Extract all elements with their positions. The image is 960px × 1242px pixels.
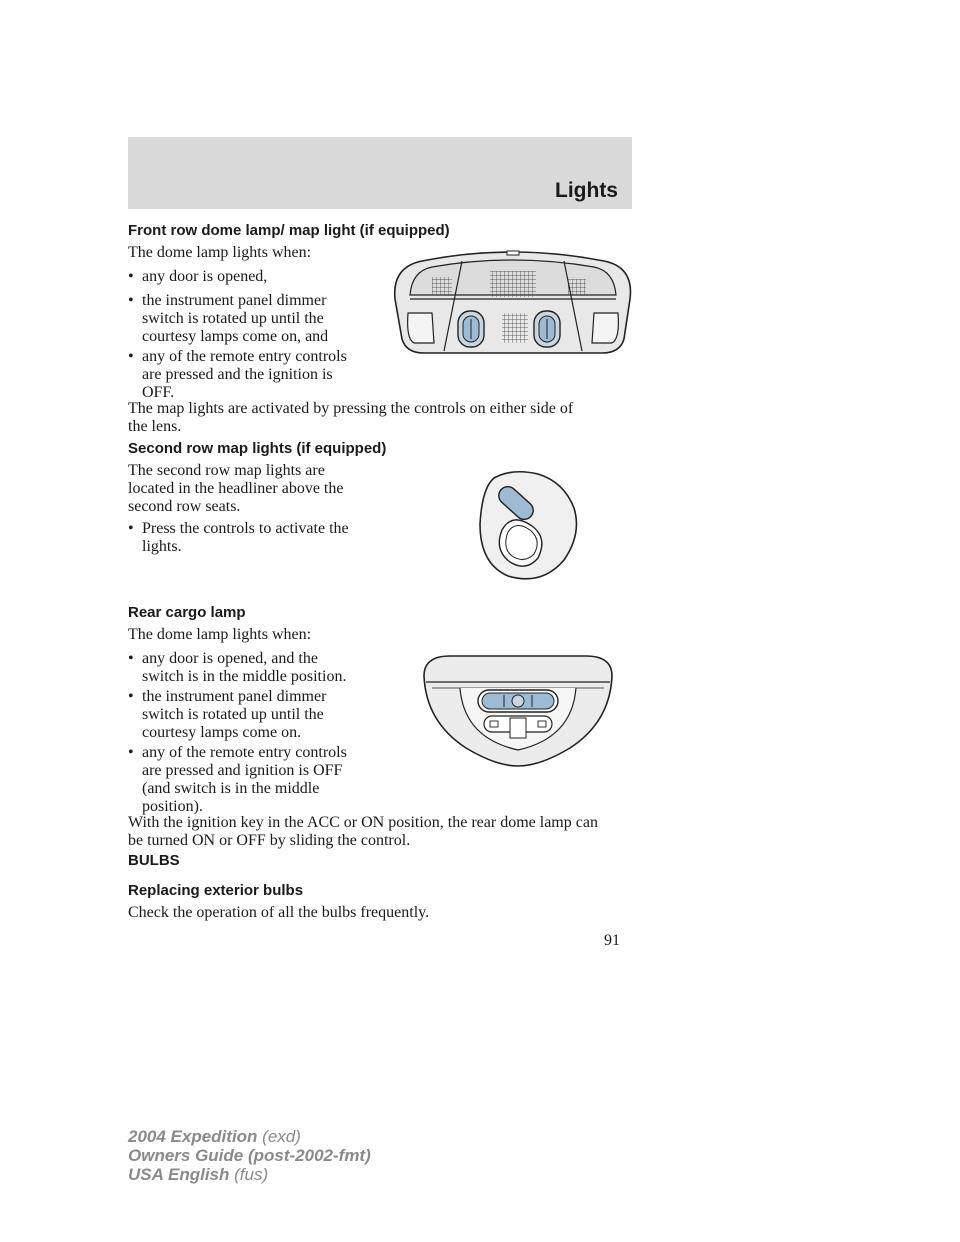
dome-after-line: the lens. <box>128 418 182 435</box>
page-number: 91 <box>604 932 620 949</box>
footer-line: USA English (fus) <box>128 1165 269 1184</box>
section-header-band <box>128 137 632 209</box>
second-row-intro-line: second row seats. <box>128 498 241 515</box>
footer-line: Owners Guide (post-2002-fmt) <box>128 1146 371 1165</box>
map-light-right-button <box>534 311 560 347</box>
second-row-intro-line: The second row map lights are <box>128 462 325 479</box>
dome-heading: Front row dome lamp/ map light (if equipped) <box>128 222 450 239</box>
footer-line: 2004 Expedition (exd) <box>128 1127 301 1146</box>
bulbs-subheading: Replacing exterior bulbs <box>128 882 304 899</box>
bulbs-heading: BULBS <box>128 852 180 869</box>
dome-intro: The dome lamp lights when: <box>128 244 312 261</box>
second-row-heading: Second row map lights (if equipped) <box>128 440 387 457</box>
cargo-heading: Rear cargo lamp <box>128 604 246 621</box>
cargo-after-line: be turned ON or OFF by sliding the control. <box>128 832 411 849</box>
bullet-icon: • <box>128 744 134 761</box>
cargo-after-line: With the ignition key in the ACC or ON position, the rear dome lamp can <box>128 814 598 831</box>
rear-cargo-lamp-illustration <box>420 652 616 768</box>
bullet-icon: • <box>128 650 134 667</box>
bullet-icon: • <box>128 520 134 537</box>
second-row-intro-line: located in the headliner above the <box>128 480 344 497</box>
cargo-intro: The dome lamp lights when: <box>128 626 312 643</box>
bullet-icon: • <box>128 268 134 285</box>
second-row-map-light-illustration <box>472 468 584 582</box>
dome-after-line: The map lights are activated by pressing the controls on either side of <box>128 400 574 417</box>
cargo-slide-switch <box>478 690 558 712</box>
map-light-left-button <box>458 311 484 347</box>
front-dome-lamp-illustration <box>392 247 634 357</box>
section-title: Lights <box>555 179 618 202</box>
bullet-icon: • <box>128 688 134 705</box>
bullet-icon: • <box>128 292 134 309</box>
bullet-icon: • <box>128 348 134 365</box>
document-footer <box>128 1127 371 1184</box>
bulbs-text: Check the operation of all the bulbs frequently. <box>128 904 430 921</box>
